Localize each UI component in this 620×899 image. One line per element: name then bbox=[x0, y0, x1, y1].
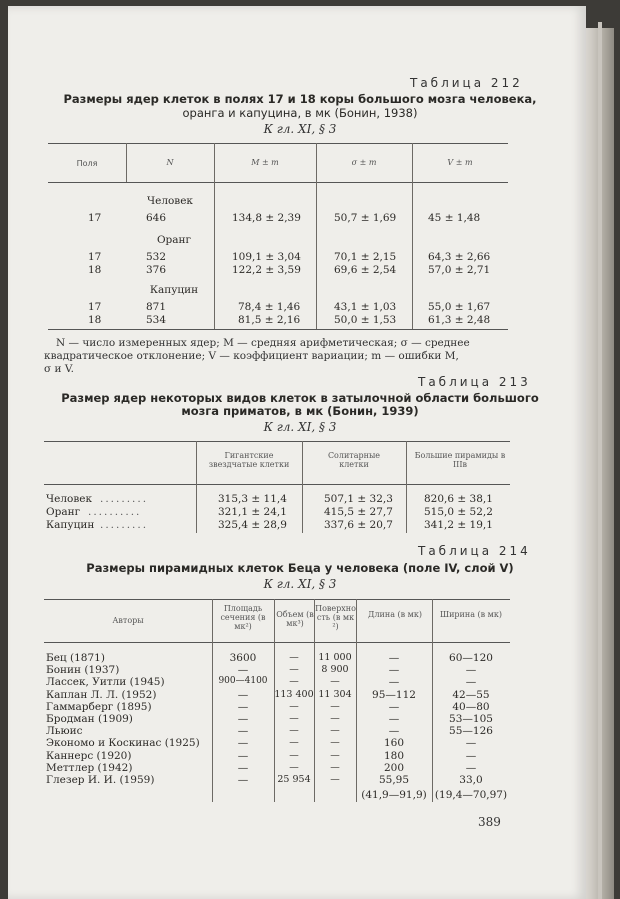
table-213-leader: ......... bbox=[100, 519, 149, 531]
table-214-header-rule bbox=[44, 642, 510, 643]
table-214-area: — bbox=[237, 749, 249, 762]
table-212-v: 45 ± 1,48 bbox=[428, 212, 481, 224]
table-212-field: 18 bbox=[88, 264, 102, 276]
table-214-length: — bbox=[388, 664, 400, 677]
table-214-header: Объем (в мк³) bbox=[276, 610, 314, 628]
table-212-n: 646 bbox=[145, 212, 167, 224]
table-214-length: — bbox=[388, 676, 400, 689]
table-214-surface: — bbox=[330, 774, 340, 785]
table-214-area: — bbox=[237, 737, 249, 750]
table-212-m: 109,1 ± 3,04 bbox=[232, 251, 301, 263]
table-214-width: 55—126 bbox=[449, 725, 493, 738]
table-212-n: 376 bbox=[145, 264, 167, 276]
table-214-width: 53—105 bbox=[449, 713, 493, 725]
table-212-label: Таблица 212 bbox=[410, 76, 523, 90]
table-214-volume: 25 954 bbox=[277, 774, 311, 785]
table-213-title-line2: мозга приматов, в мк (Бонин, 1939) bbox=[181, 404, 419, 418]
table-213-c: 515,0 ± 52,2 bbox=[424, 506, 493, 518]
table-213-b: 507,1 ± 32,3 bbox=[324, 493, 393, 505]
table-214-author: Бец (1871) bbox=[46, 652, 105, 664]
table-213-c: 341,2 ± 19,1 bbox=[424, 519, 493, 531]
table-214-width: 42—55 bbox=[452, 688, 490, 701]
table-212-sigma: 43,1 ± 1,03 bbox=[334, 301, 397, 313]
table-214-author: Меттлер (1942) bbox=[46, 761, 133, 774]
table-214-surface: — bbox=[330, 725, 340, 737]
table-212-group-label: Человек bbox=[146, 195, 193, 207]
table-213-row-name: Капуцин bbox=[46, 519, 95, 531]
table-214-volume: — bbox=[289, 725, 299, 737]
table-213-row-name: Человек bbox=[46, 493, 93, 505]
table-213-leader: .......... bbox=[88, 506, 142, 518]
table-212-n: 534 bbox=[145, 314, 167, 326]
table-214-header: Ширина (в мк) bbox=[439, 610, 503, 619]
table-214-surface: 11 304 bbox=[318, 688, 352, 700]
table-212-field: 18 bbox=[88, 314, 102, 326]
table-212-header: V ± m bbox=[447, 158, 473, 167]
table-212-subtitle: К гл. XI, § 3 bbox=[263, 122, 337, 136]
table-214-length: 95—112 bbox=[372, 688, 416, 701]
table-214-author: Гаммарберг (1895) bbox=[46, 700, 152, 713]
table-212-sigma: 50,7 ± 1,69 bbox=[334, 212, 397, 224]
table-212-n: 871 bbox=[145, 301, 167, 313]
table-212-note-line3: σ и V. bbox=[44, 363, 74, 375]
table-213-a: 321,1 ± 24,1 bbox=[218, 506, 287, 518]
table-213-b: 415,5 ± 27,7 bbox=[324, 506, 393, 518]
table-214-surface: — bbox=[330, 749, 340, 761]
table-214-volume: — bbox=[289, 713, 299, 724]
table-214-volume: — bbox=[289, 700, 299, 712]
table-214-subtitle: К гл. XI, § 3 bbox=[263, 577, 337, 591]
page-edge-line bbox=[598, 22, 602, 899]
table-212-header: N bbox=[166, 158, 174, 167]
table-214-length-range: (41,9—91,9) bbox=[361, 789, 427, 801]
table-214-volume: — bbox=[289, 737, 299, 749]
table-212-v: 57,0 ± 2,71 bbox=[428, 264, 491, 276]
table-212-m: 78,4 ± 1,46 bbox=[238, 301, 301, 313]
table-214-length: — bbox=[388, 713, 400, 725]
table-214-author: Глезер И. И. (1959) bbox=[46, 774, 155, 786]
table-213-label: Таблица 213 bbox=[418, 375, 531, 389]
table-214-surface: 11 000 bbox=[318, 652, 352, 663]
table-213-top-rule bbox=[44, 441, 510, 442]
table-214-author: Каплан Л. Л. (1952) bbox=[46, 688, 157, 701]
table-214-width: 60—120 bbox=[449, 652, 493, 664]
table-212-m: 81,5 ± 2,16 bbox=[238, 314, 301, 326]
table-214-author: Лассек, Уитли (1945) bbox=[46, 676, 165, 689]
table-214-width: — bbox=[465, 749, 477, 762]
table-214-volume: — bbox=[289, 761, 299, 773]
table-212-header: M ± m bbox=[251, 158, 279, 167]
table-214-header: Поверхность (в мк²) bbox=[315, 604, 356, 631]
table-214-volume: — bbox=[289, 749, 299, 761]
table-214-width: 40—80 bbox=[452, 700, 490, 713]
table-212-sigma: 69,6 ± 2,54 bbox=[334, 264, 397, 276]
table-213-col-divider bbox=[302, 441, 303, 533]
table-213-header: Гигантские звездчатые клетки bbox=[208, 451, 290, 469]
table-212-field: 17 bbox=[88, 212, 102, 224]
table-212-header-rule bbox=[48, 182, 508, 183]
table-214-volume: — bbox=[289, 676, 299, 688]
table-214-length: 55,95 bbox=[378, 774, 410, 786]
table-214-area: 3600 bbox=[229, 652, 257, 664]
table-212-title-line1: Размеры ядер клеток в полях 17 и 18 коры большого мозга человека, bbox=[63, 92, 537, 106]
table-213-c: 820,6 ± 38,1 bbox=[424, 493, 493, 505]
table-214-width: — bbox=[465, 761, 477, 774]
table-214-surface: — bbox=[330, 713, 340, 724]
table-212-header: σ ± m bbox=[351, 158, 377, 167]
table-214-length: 180 bbox=[383, 749, 405, 762]
table-214-author: Бонин (1937) bbox=[46, 664, 120, 677]
table-214-title: Размеры пирамидных клеток Беца у человека (поле IV, слой V) bbox=[86, 561, 514, 575]
table-214-width-range: (19,4—70,97) bbox=[434, 789, 508, 801]
table-214-width: 33,0 bbox=[459, 774, 483, 786]
table-214-width: — bbox=[465, 676, 477, 689]
table-214-volume: 113 400 bbox=[274, 688, 314, 700]
table-214-author: Льюис bbox=[46, 725, 83, 738]
table-212-v: 61,3 ± 2,48 bbox=[428, 314, 491, 326]
table-214-surface: — bbox=[330, 700, 340, 712]
table-214-surface: — bbox=[330, 761, 340, 773]
table-213-subtitle: К гл. XI, § 3 bbox=[263, 420, 337, 434]
table-214-author: Экономо и Коскинас (1925) bbox=[46, 737, 200, 750]
table-213-header-rule bbox=[44, 484, 510, 485]
table-214-surface: — bbox=[330, 737, 340, 749]
table-214-volume: — bbox=[289, 652, 299, 663]
table-214-area: — bbox=[237, 713, 249, 725]
table-212-m: 134,8 ± 2,39 bbox=[232, 212, 301, 224]
table-213-a: 315,3 ± 11,4 bbox=[218, 493, 287, 505]
table-214-header: Авторы bbox=[112, 616, 144, 625]
table-214-header: Площадь сечения (в мк²) bbox=[220, 604, 266, 631]
table-214-length: 200 bbox=[383, 761, 405, 774]
table-212-group-label: Капуцин bbox=[149, 284, 199, 296]
table-213-leader: ......... bbox=[100, 493, 149, 505]
table-214-volume: — bbox=[289, 664, 299, 676]
table-214-length: — bbox=[388, 725, 400, 738]
table-212-group-label: Оранг bbox=[156, 234, 192, 246]
table-214-author: Каннерс (1920) bbox=[46, 749, 132, 762]
table-212-v: 64,3 ± 2,66 bbox=[428, 251, 491, 263]
table-213-col-divider bbox=[406, 441, 407, 533]
table-212-title-line2: оранга и капуцина, в мк (Бонин, 1938) bbox=[182, 106, 418, 120]
table-213-header: Большие пирамиды в IIIв bbox=[414, 451, 506, 469]
table-213-b: 337,6 ± 20,7 bbox=[324, 519, 393, 531]
table-214-area: — bbox=[237, 725, 249, 738]
table-212-header: Поля bbox=[76, 159, 98, 168]
table-214-area: 900—4100 bbox=[218, 676, 268, 687]
table-213-a: 325,4 ± 28,9 bbox=[218, 519, 287, 531]
table-214-area: — bbox=[237, 688, 249, 701]
table-212-m: 122,2 ± 3,59 bbox=[232, 264, 301, 276]
table-214-label: Таблица 214 bbox=[418, 544, 531, 558]
table-214-area: — bbox=[237, 664, 249, 677]
table-212-n: 532 bbox=[145, 251, 167, 263]
table-212-col-divider bbox=[412, 143, 413, 329]
table-214-length: — bbox=[388, 700, 400, 713]
table-214-surface: 8 900 bbox=[321, 664, 349, 676]
table-212-sigma: 50,0 ± 1,53 bbox=[334, 314, 397, 326]
table-214-author: Бродман (1909) bbox=[46, 713, 133, 725]
table-214-surface: — bbox=[330, 676, 340, 688]
table-214-area: — bbox=[237, 700, 249, 713]
table-212-field: 17 bbox=[88, 301, 102, 313]
table-212-sigma: 70,1 ± 2,15 bbox=[334, 251, 397, 263]
table-212-col-divider bbox=[316, 143, 317, 329]
table-214-width: — bbox=[465, 737, 477, 750]
table-214-length: — bbox=[388, 652, 400, 664]
table-212-top-rule bbox=[48, 143, 508, 144]
table-212-v: 55,0 ± 1,67 bbox=[428, 301, 491, 313]
table-213-title-line1: Размер ядер некоторых видов клеток в затылочной области большого bbox=[61, 391, 539, 405]
table-214-header: Длина (в мк) bbox=[367, 610, 423, 619]
table-213-header: Солитарные клетки bbox=[327, 451, 381, 469]
table-212-note-line2: квадратическое отклонение; V — коэффициент вариации; m — ошибки M, bbox=[44, 350, 459, 362]
page-number: 389 bbox=[478, 815, 501, 829]
table-212-note-line1: N — число измеренных ядер; M — средняя арифметическая; σ — среднее bbox=[56, 337, 470, 349]
table-213-row-name: Оранг bbox=[46, 506, 81, 518]
table-212-bottom-rule bbox=[48, 329, 508, 330]
table-214-length: 160 bbox=[383, 737, 405, 750]
table-214-area: — bbox=[237, 774, 249, 786]
table-212-field: 17 bbox=[88, 251, 102, 263]
table-213-col-divider bbox=[196, 441, 197, 533]
table-214-area: — bbox=[237, 761, 249, 774]
table-214-top-rule bbox=[44, 599, 510, 600]
table-214-width: — bbox=[465, 664, 477, 677]
